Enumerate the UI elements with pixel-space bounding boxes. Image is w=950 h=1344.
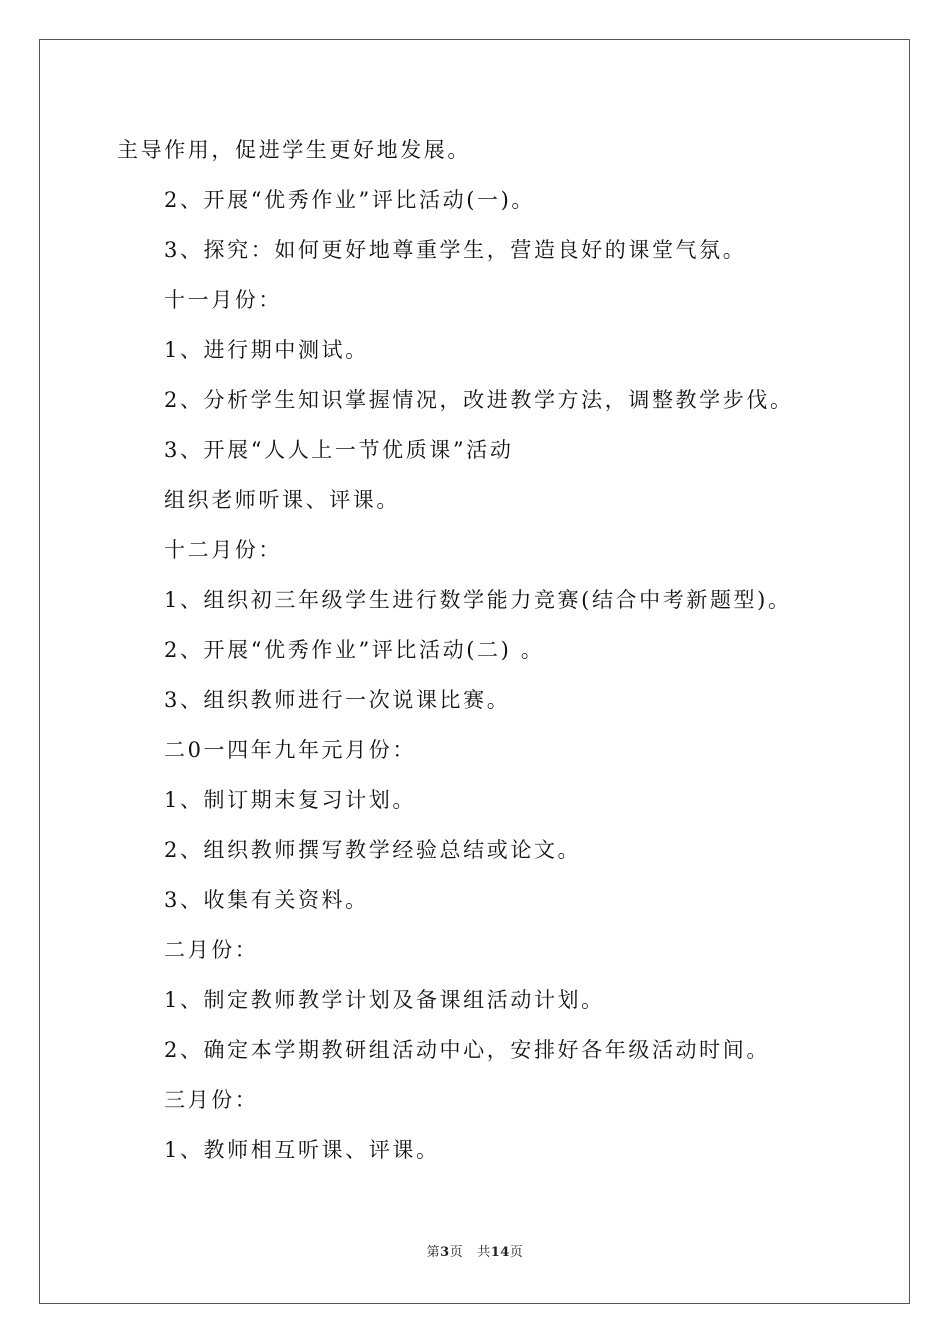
page-footer [0, 1244, 950, 1262]
total-prefix: 共 [477, 1245, 491, 1260]
text-line: 3、探究：如何更好地尊重学生，营造良好的课堂气氛。 [164, 238, 747, 262]
section-heading: 二0一四年九年元月份： [164, 738, 416, 762]
total-suffix: 页 [509, 1245, 524, 1260]
text-line: 2、开展“优秀作业”评比活动(一)。 [164, 188, 536, 212]
text-line: 3、组织教师进行一次说课比赛。 [164, 688, 511, 712]
section-heading: 三月份： [164, 1088, 259, 1112]
text-line: 3、开展“人人上一节优质课”活动 [164, 438, 514, 462]
page-prefix: 第 [426, 1245, 441, 1260]
text-line: 3、收集有关资料。 [164, 888, 369, 912]
page-border [39, 39, 910, 1304]
text-line: 主导作用，促进学生更好地发展。 [117, 138, 471, 162]
text-line: 2、组织教师撰写教学经验总结或论文。 [164, 838, 582, 862]
text-line: 组织老师听课、评课。 [164, 488, 400, 512]
text-line: 2、分析学生知识掌握情况，改进教学方法，调整教学步伐。 [164, 388, 794, 412]
page-suffix: 页 [449, 1245, 464, 1260]
text-line: 1、制订期末复习计划。 [164, 788, 416, 812]
text-line: 1、制定教师教学计划及备课组活动计划。 [164, 988, 605, 1012]
text-line: 1、组织初三年级学生进行数学能力竞赛(结合中考新题型)。 [164, 588, 792, 612]
text-line: 1、教师相互听课、评课。 [164, 1138, 440, 1162]
text-line: 1、进行期中测试。 [164, 338, 369, 362]
text-line: 2、开展“优秀作业”评比活动(二) 。 [164, 638, 545, 662]
section-heading: 十一月份： [164, 288, 282, 312]
text-line: 2、确定本学期教研组活动中心，安排好各年级活动时间。 [164, 1038, 770, 1062]
total-pages: 14 [490, 1245, 510, 1260]
section-heading: 十二月份： [164, 538, 282, 562]
page-number: 3 [440, 1245, 450, 1260]
section-heading: 二月份： [164, 938, 259, 962]
